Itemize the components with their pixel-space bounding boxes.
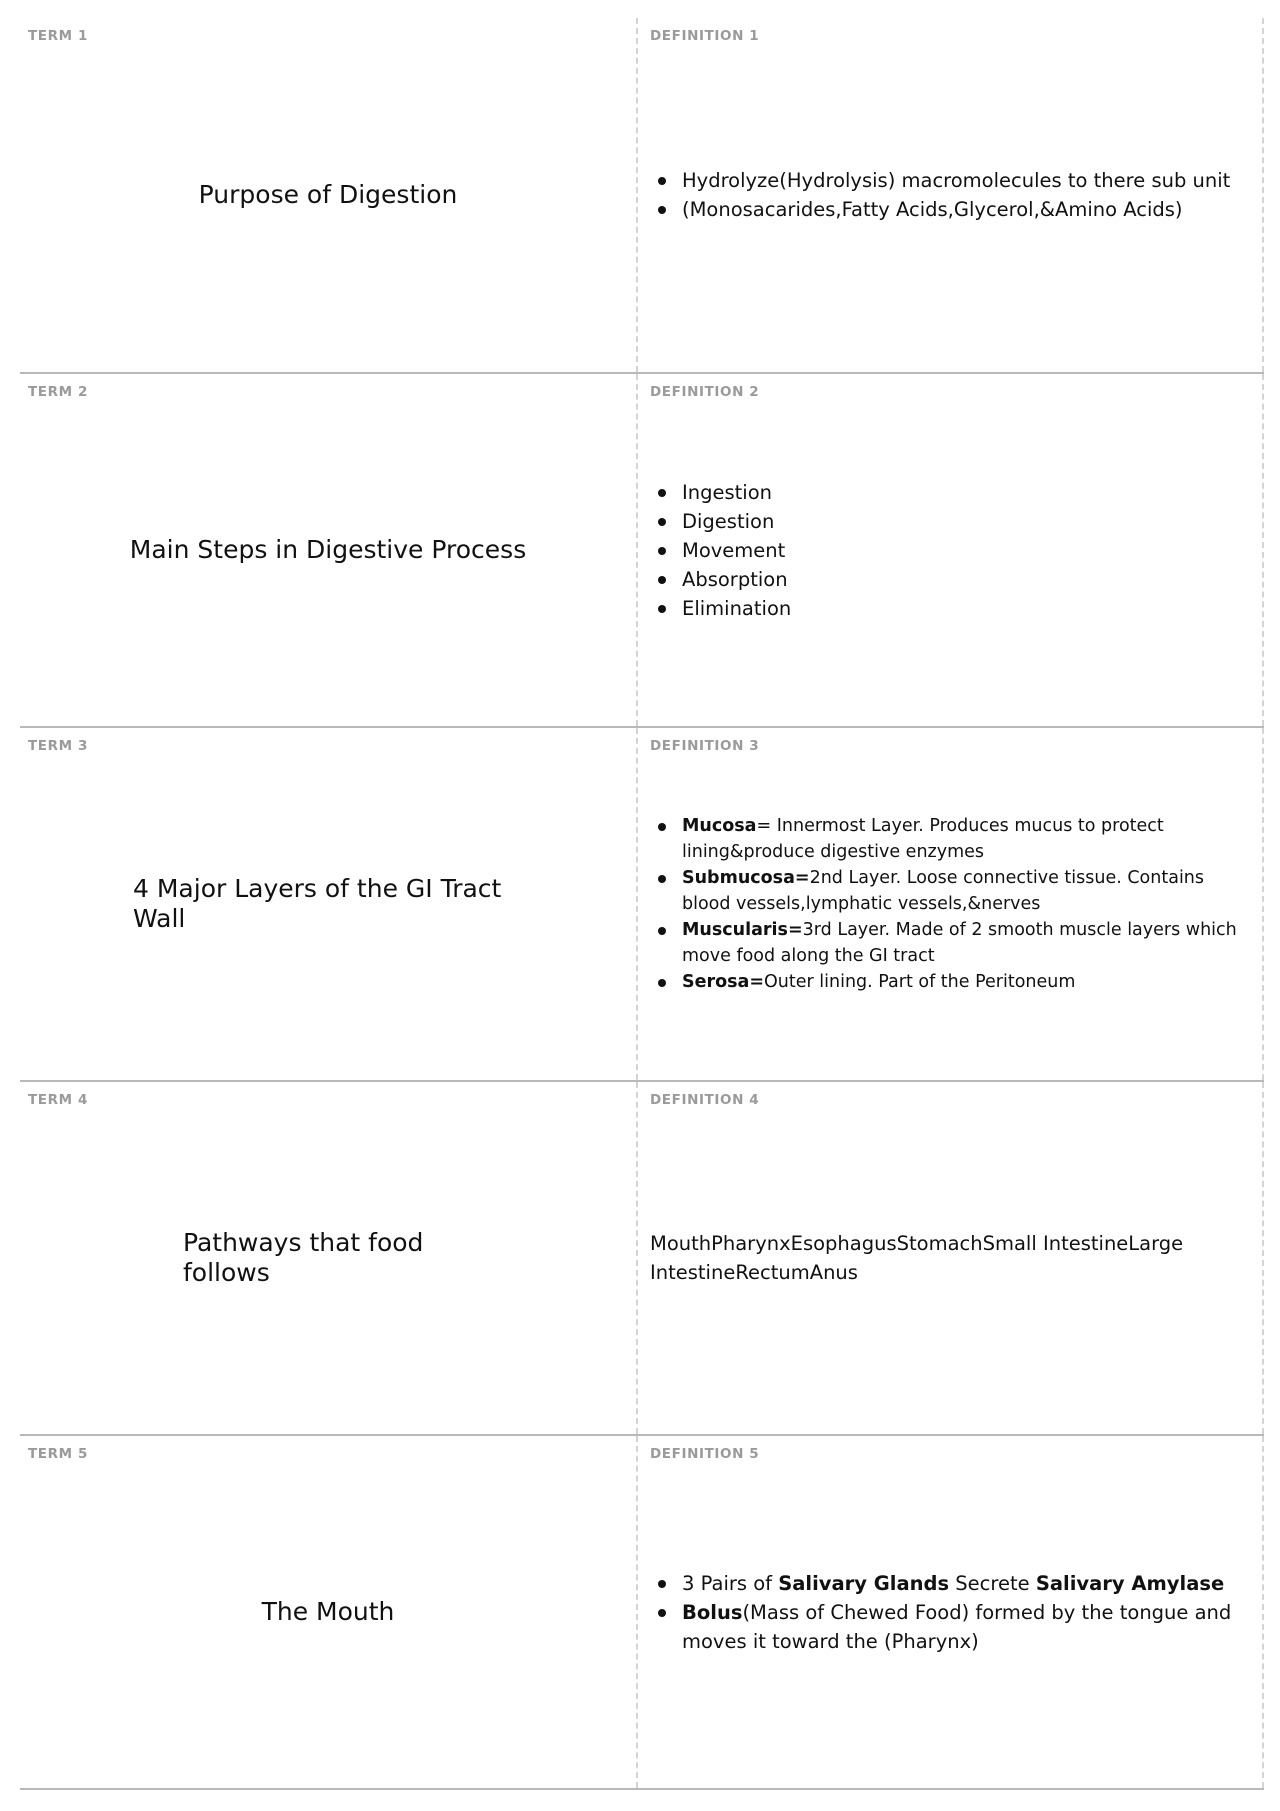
definition-item: Submucosa=2nd Layer. Loose connective tissue. Contains blood vessels,lymphatic vessels,&nerves	[682, 865, 1252, 917]
term-text: Purpose of Digestion	[198, 180, 458, 209]
definition-list	[650, 1569, 1252, 1656]
definition-item: Digestion	[682, 507, 791, 536]
definition-cell-1	[638, 18, 1264, 372]
definition-item: Bolus(Mass of Chewed Food) formed by the tongue and moves it toward the (Pharynx)	[682, 1598, 1252, 1656]
definition-label: DEFINITION 2	[650, 384, 760, 400]
term-label: TERM 5	[28, 1446, 88, 1462]
definition-list	[650, 166, 1230, 224]
term-text: Pathways that food follows	[183, 1228, 424, 1287]
definition-item: 3 Pairs of Salivary Glands Secrete Salivary Amylase	[682, 1569, 1252, 1598]
definition-label: DEFINITION 4	[650, 1092, 760, 1108]
definition-item: Hydrolyze(Hydrolysis) macromolecules to there sub unit	[682, 166, 1230, 195]
card-row-1	[20, 18, 1264, 374]
term-label: TERM 4	[28, 1092, 88, 1108]
definition-cell-5	[638, 1436, 1264, 1788]
definition-item: Serosa=Outer lining. Part of the Peritoneum	[682, 969, 1252, 995]
card-row-5	[20, 1436, 1264, 1790]
term-text: 4 Major Layers of the GI Tract Wall	[133, 874, 502, 933]
definition-cell-3	[638, 728, 1264, 1080]
term-label: TERM 3	[28, 738, 88, 754]
term-cell-2	[20, 374, 638, 726]
definition-label: DEFINITION 1	[650, 28, 760, 44]
card-row-3	[20, 728, 1264, 1082]
definition-list	[650, 813, 1252, 995]
definition-item: Ingestion	[682, 478, 791, 507]
definition-cell-4	[638, 1082, 1264, 1434]
term-label: TERM 1	[28, 28, 88, 44]
definition-item: (Monosacarides,Fatty Acids,Glycerol,&Amino Acids)	[682, 195, 1230, 224]
term-cell-1	[20, 18, 638, 372]
term-cell-4	[20, 1082, 638, 1434]
flashcard-sheet	[20, 18, 1264, 1790]
term-label: TERM 2	[28, 384, 88, 400]
definition-text: MouthPharynxEsophagusStomachSmall IntestineLarge IntestineRectumAnus	[650, 1232, 1184, 1284]
definition-item: Movement	[682, 536, 791, 565]
definition-label: DEFINITION 3	[650, 738, 760, 754]
definition-item: Elimination	[682, 594, 791, 623]
term-text: The Mouth	[261, 1597, 395, 1626]
definition-cell-2	[638, 374, 1264, 726]
card-row-4	[20, 1082, 1264, 1436]
definition-label: DEFINITION 5	[650, 1446, 760, 1462]
term-cell-5	[20, 1436, 638, 1788]
definition-list	[650, 478, 791, 623]
term-cell-3	[20, 728, 638, 1080]
definition-item: Mucosa= Innermost Layer. Produces mucus to protect lining&produce digestive enzymes	[682, 813, 1252, 865]
term-text: Main Steps in Digestive Process	[129, 535, 527, 564]
definition-item: Absorption	[682, 565, 791, 594]
definition-item: Muscularis=3rd Layer. Made of 2 smooth muscle layers which move food along the GI tract	[682, 917, 1252, 969]
card-row-2	[20, 374, 1264, 728]
